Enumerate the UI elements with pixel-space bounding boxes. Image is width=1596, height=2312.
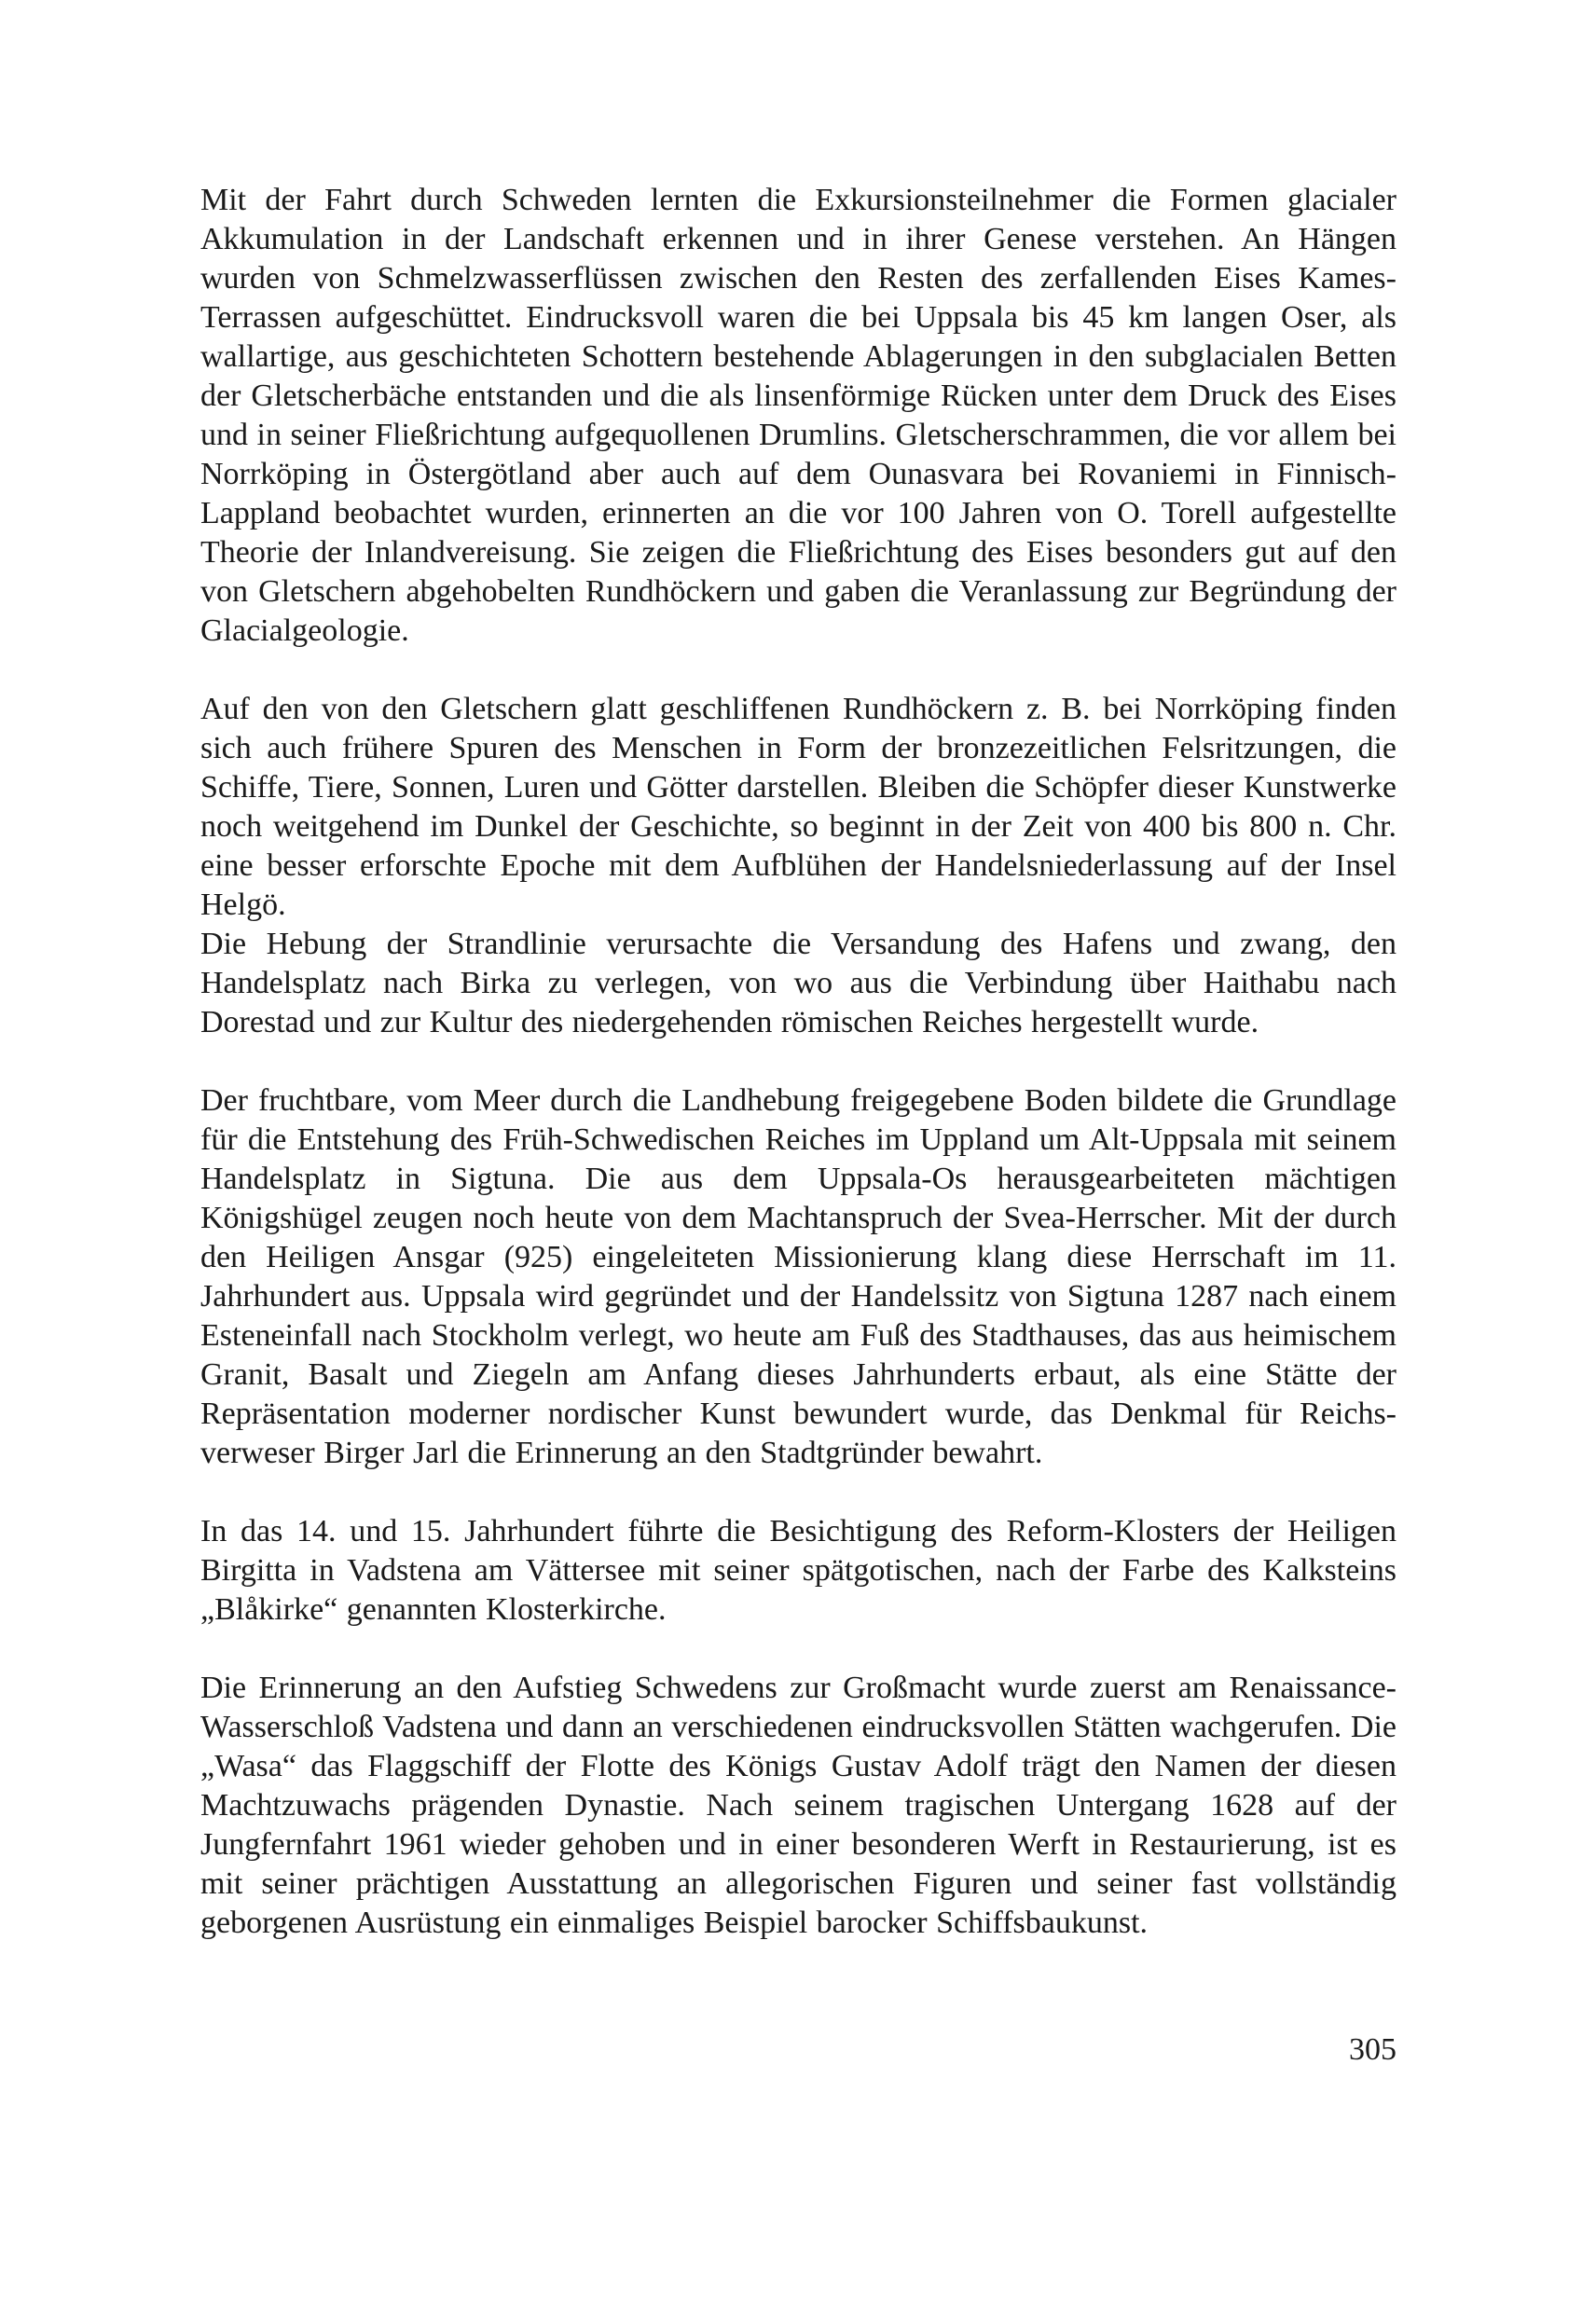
page-number: 305 bbox=[1349, 2032, 1396, 2067]
paragraph-wasa-ship: Die Erinnerung an den Aufstieg Schwedens zur Großmacht wurde zuerst am Renaissance-Wasserschloß Vadstena und dann an verschiedenen eindrucksvollen Stätten wachgerufen. Die „Wasa“ das Flaggschiff der Flotte des Königs Gustav Adolf trägt den Namen der diesen Machtzuwachs prägenden Dynastie. Nach seinem tragischen Untergang 1628 auf der Jungfernfahrt 1961 wieder gehoben und in einer besonderen Werft in Restaurierung, ist es mit seiner prächtigen Ausstattung an allegorischen Figuren und seiner fast vollständig geborgenen Ausrüstung ein einmaliges Beispiel barocker Schiffsbaukunst. bbox=[200, 1671, 1396, 1940]
paragraph-early-swedish-kingdom: Der fruchtbare, vom Meer durch die Landhebung freigegebene Boden bildete die Grundlage für die Entstehung des Früh-Schwedischen Reiches im Uppland um Alt-Uppsala mit seinem Handelsplatz in Sigtuna. Die aus dem Uppsala-Os herausgearbeiteten mächtigen Königshügel zeugen noch heute von dem Machtanspruch der Svea-Herrscher. Mit der durch den Heiligen Ansgar (925) eingeleiteten Missionierung klang diese Herrschaft im 11. Jahrhundert aus. Uppsala wird gegründet und der Handelssitz von Sigtuna 1287 nach einem Esteneinfall nach Stockholm verlegt, wo heute am Fuß des Stadthauses, das aus heimischem Granit, Basalt und Ziegeln am Anfang dieses Jahrhunderts erbaut, als eine Stätte der Repräsentation moderner nordischer Kunst bewundert wurde, das Denkmal für Reichsverweser Birger Jarl die Erinnerung an den Stadtgründer bewahrt. bbox=[200, 1083, 1396, 1470]
body-text bbox=[200, 181, 1396, 1982]
paragraph-vadstena-monastery: In das 14. und 15. Jahrhundert führte die Besichtigung des Reform-Klosters der Heiligen Birgitta in Vadstena am Vättersee mit seiner spätgotischen, nach der Farbe des Kalksteins „Blåkirke“ genannten Klosterkirche. bbox=[200, 1514, 1396, 1627]
paragraph-birka-trade: Die Hebung der Strandlinie verursachte die Versandung des Hafens und zwang, den Handelsplatz nach Birka zu verlegen, von wo aus die Verbindung über Haithabu nach Dorestad und zur Kultur des niedergehenden römischen Reiches hergestellt wurde. bbox=[200, 927, 1396, 1039]
paragraph-rock-carvings: Auf den von den Gletschern glatt geschliffenen Rundhöckern z. B. bei Norrköping finden sich auch frühere Spuren des Menschen in Form der bronzezeitlichen Felsritzungen, die Schiffe, Tiere, Sonnen, Luren und Götter darstellen. Bleiben die Schöpfer dieser Kunstwerke noch weitgehend im Dunkel der Geschichte, so beginnt in der Zeit von 400 bis 800 n. Chr. eine besser erforschte Epoche mit dem Aufblühen der Handelsniederlassung auf der Insel Helgö. bbox=[200, 692, 1396, 922]
paragraph-glacial-forms: Mit der Fahrt durch Schweden lernten die Exkursionsteilnehmer die Formen glacialer Akkumulation in der Landschaft erkennen und in ihrer Genese verstehen. An Hängen wurden von Schmelzwasserflüssen zwischen den Resten des zerfallenden Eises Kames-Terrassen aufgeschüttet. Eindrucksvoll waren die bei Uppsala bis 45 km langen Oser, als wallartige, aus geschichteten Schottern bestehende Ablagerungen in den subglacialen Betten der Gletscherbäche entstanden und die als linsenförmige Rücken unter dem Druck des Eises und in seiner Fließrichtung aufgequollenen Drumlins. Gletscherschrammen, die vor allem bei Norrköping in Östergötland aber auch auf dem Ounasvara bei Rovaniemi in Finnisch-Lappland beobachtet wurden, erinnerten an die vor 100 Jahren von O. Torell aufgestellte Theorie der Inlandvereisung. Sie zeigen die Fließrichtung des Eises besonders gut auf den von Gletschern abgehobelten Rundhöckern und gaben die Veranlassung zur Begründung der Glacialgeologie. bbox=[200, 183, 1396, 648]
